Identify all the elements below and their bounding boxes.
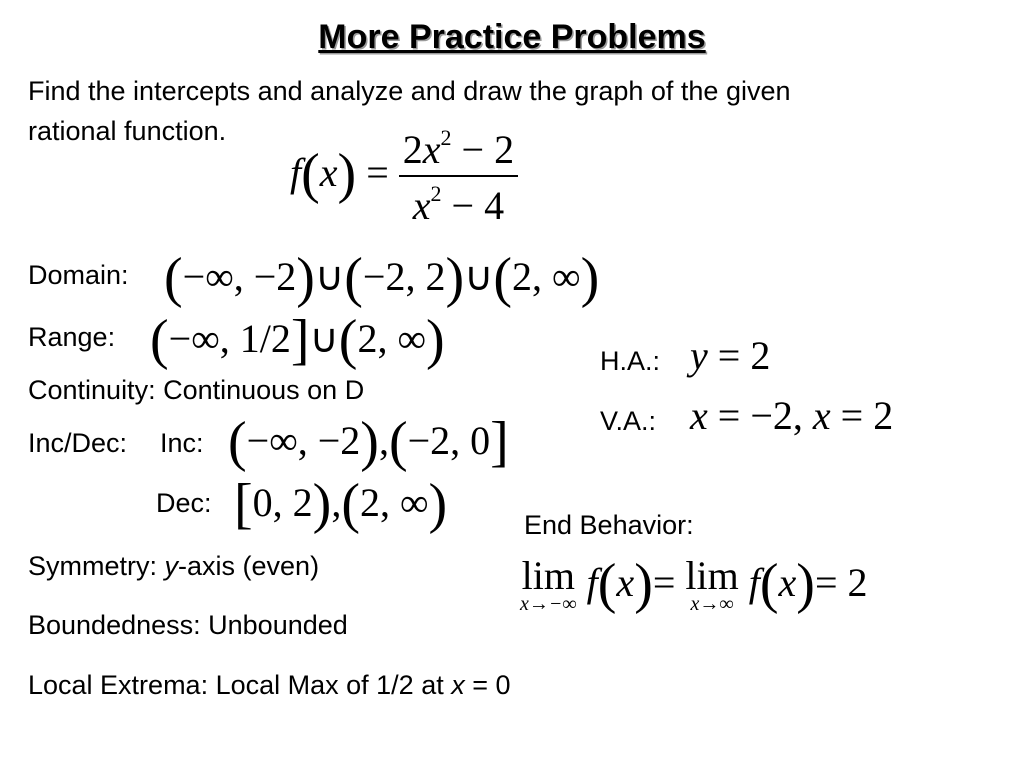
ha-expression: y = 2 [690, 333, 771, 378]
symmetry-text: Symmetry: y-axis (even) [28, 551, 320, 581]
limit-left: lim x→−∞ [520, 553, 577, 615]
end-behavior-label: End Behavior: [524, 510, 694, 540]
continuity-text: Continuity: Continuous on D [28, 375, 365, 405]
boundedness-text: Boundedness: Unbounded [28, 610, 348, 640]
inc-label: Inc: [160, 428, 204, 458]
fraction-denominator: $x^2 - 4$ [412, 181, 505, 228]
range-label: Range: [28, 322, 116, 352]
inc-expression: (−∞, −2),(−2, 0] [228, 411, 509, 473]
dec-expression: [0, 2),(2, ∞) [234, 473, 448, 535]
domain-expression: (−∞, −2)∪(−2, 2)∪(2, ∞) [164, 247, 600, 309]
range-expression: (−∞, 1/2]∪(2, ∞) [150, 309, 445, 371]
function-variable: x [319, 150, 338, 196]
function-fraction [399, 125, 518, 229]
extrema-text: Local Extrema: Local Max of 1/2 at x = 0 [28, 670, 511, 700]
function-equals: = [366, 150, 389, 196]
ha-label: H.A.: [600, 346, 661, 376]
dec-label: Dec: [156, 488, 212, 518]
page-title: More Practice Problems [318, 18, 706, 56]
fraction-numerator: $2x^2 - 2$ [399, 125, 518, 177]
end-behavior-expression: lim x→−∞ f(x)= lim x→∞ f(x)= 2 [520, 553, 868, 615]
incdec-label: Inc/Dec: [28, 428, 128, 458]
function-definition: f(x) = $\frac{2x^2 - 2}{x^2 - 4}$ [290, 125, 518, 229]
va-label: V.A.: [600, 406, 657, 436]
va-expression: x = −2, x = 2 [690, 393, 894, 438]
instruction-line-1: Find the intercepts and analyze and draw the graph of the given [28, 76, 791, 106]
limit-right: lim x→∞ [685, 553, 739, 615]
domain-label: Domain: [28, 260, 129, 290]
instruction-line-2: rational function. [28, 116, 227, 146]
function-name: f [290, 150, 302, 196]
